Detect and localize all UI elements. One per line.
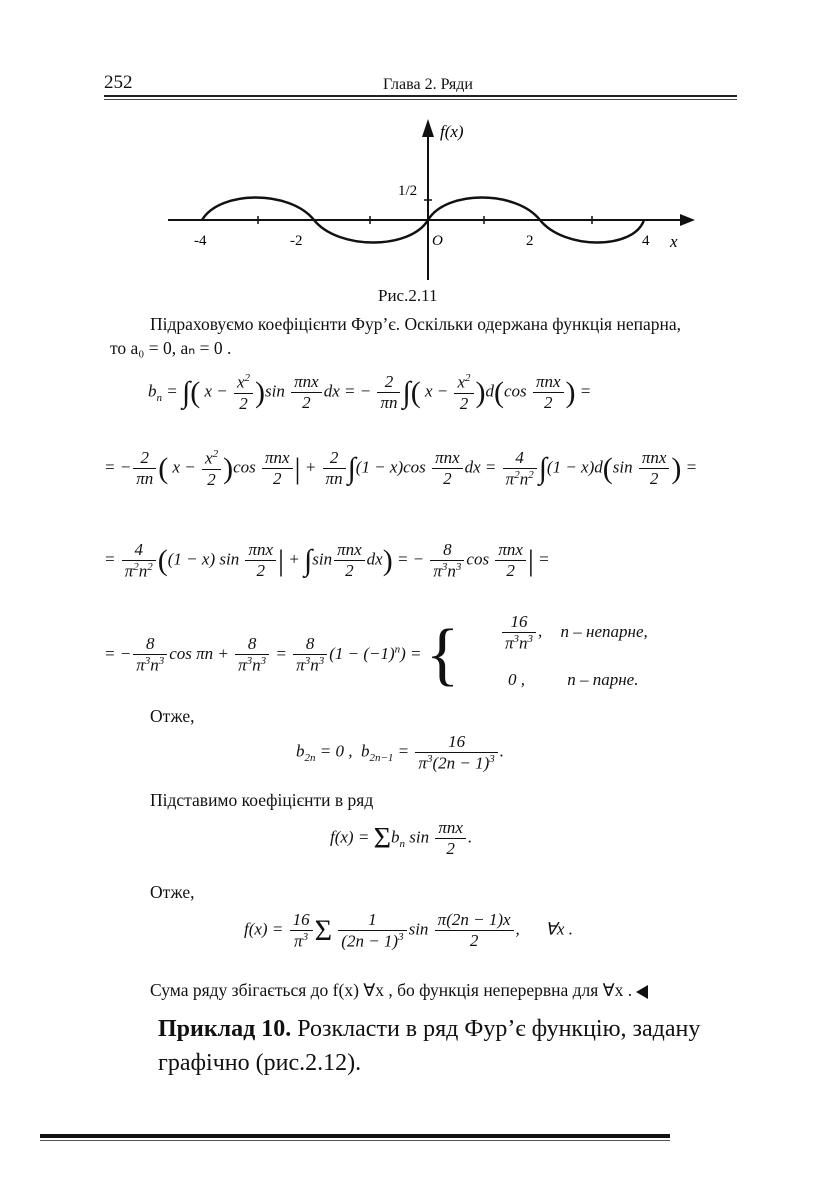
y-axis-label: f(x) bbox=[440, 122, 464, 141]
function-graph bbox=[160, 115, 700, 285]
paragraph-line-2: то a₀ = 0, aₙ = 0 . bbox=[110, 338, 232, 358]
therefore-2: Отже, bbox=[150, 882, 195, 902]
x-tick-neg2: -2 bbox=[290, 233, 303, 249]
case-even: 0 , n – парне. bbox=[508, 670, 639, 689]
example-text: Розкласти в ряд Фур’є функцію, задану графічно (рис.2.12). bbox=[158, 1016, 701, 1076]
case-odd: $\frac{16}{\pi^3n^3}$ , n – непарне, bbox=[500, 612, 648, 654]
end-of-proof-icon bbox=[636, 985, 648, 999]
header-rule bbox=[104, 95, 737, 97]
x-axis-label: x bbox=[670, 232, 678, 251]
chapter-title: Глава 2. Ряди bbox=[383, 76, 473, 93]
equation-bn-1: $b_n$ = ∫( x − $\frac{x^2}{2}$ )sin $\frac{\text{πnx}}{2}$ dx = − $\frac{2}{\pi n}$ ∫( x − $\frac{x^2}{2}$ )d(cos $\frac{\text{πnx}}{2}$ ) = bbox=[148, 372, 592, 413]
equation-final: f(x) = $\frac{16}{\pi^3}$ Σ $\frac{1}{(2n - 1)^3}$ sin $\frac{\pi(2n - 1)x}{2}$ , ∀x . bbox=[244, 910, 573, 951]
equation-bn-2: = − $\frac{2}{\pi n}$ ( x − $\frac{x^2}{2}$ )cos $\frac{\text{πnx}}{2}$ | + $\frac{2}{\pi n}$ ∫(1 − x)cos $\frac{\text{πnx}}{2}$ dx = $\frac{4}{\pi^2n^2}$ ∫(1 − x)d(sin $\frac{\text{πnx}}{2}$ ) = bbox=[104, 448, 698, 489]
paragraph-line-1: Підраховуємо коефіцієнти Фур’є. Оскільки одержана функція непарна, bbox=[150, 314, 681, 334]
header-rule-thin bbox=[104, 99, 737, 100]
equation-series: $f(x) = \Sigma b_n$ sin $\frac{\text{πnx}}{2}$ . bbox=[330, 818, 473, 858]
x-tick-neg4: -4 bbox=[194, 233, 207, 249]
conclusion-text: Сума ряду збігається до f(x) ∀x , бо функція неперервна для ∀x . bbox=[150, 980, 633, 1000]
equation-bn-4: = − $\frac{8}{\pi^3n^3}$ cos πn + $\frac{8}{\pi^3n^3}$ = $\frac{8}{\pi^3n^3}$ $(1 - (-1)^n)$ = { bbox=[104, 616, 460, 693]
equation-b2n: $b_{2n} = 0$ , $b_{2n-1}$ = $\frac{16}{\pi^3(2n - 1)^3}$ . bbox=[296, 732, 504, 773]
case-even-label: n – парне. bbox=[567, 670, 639, 689]
x-axis-arrow bbox=[680, 214, 695, 226]
case-odd-label: n – непарне, bbox=[560, 621, 648, 641]
conclusion bbox=[150, 978, 648, 1002]
y-tick-label: 1/2 bbox=[398, 183, 418, 199]
y-axis-arrow bbox=[422, 119, 434, 137]
figure-caption: Рис.2.11 bbox=[378, 286, 438, 305]
x-tick-origin: O bbox=[432, 233, 443, 249]
x-tick-2: 2 bbox=[526, 233, 534, 249]
substitute-text: Підставимо коефіцієнти в ряд bbox=[150, 790, 374, 810]
therefore-1: Отже, bbox=[150, 706, 195, 726]
example-10 bbox=[158, 1012, 758, 1080]
footer-rule-thin bbox=[40, 1140, 670, 1141]
x-tick-4: 4 bbox=[642, 233, 650, 249]
equation-bn-3: = $\frac{4}{\pi^2n^2}$ ((1 − x) sin $\frac{\text{πnx}}{2}$ | + ∫sin $\frac{\text{πnx}}{2}$ dx) = − $\frac{8}{\pi^3n^3}$ cos $\frac{\text{πnx}}{2}$ | = bbox=[104, 540, 550, 581]
footer-rule bbox=[40, 1134, 670, 1138]
page-number: 252 bbox=[104, 72, 133, 93]
example-label: Приклад 10. bbox=[158, 1016, 292, 1042]
